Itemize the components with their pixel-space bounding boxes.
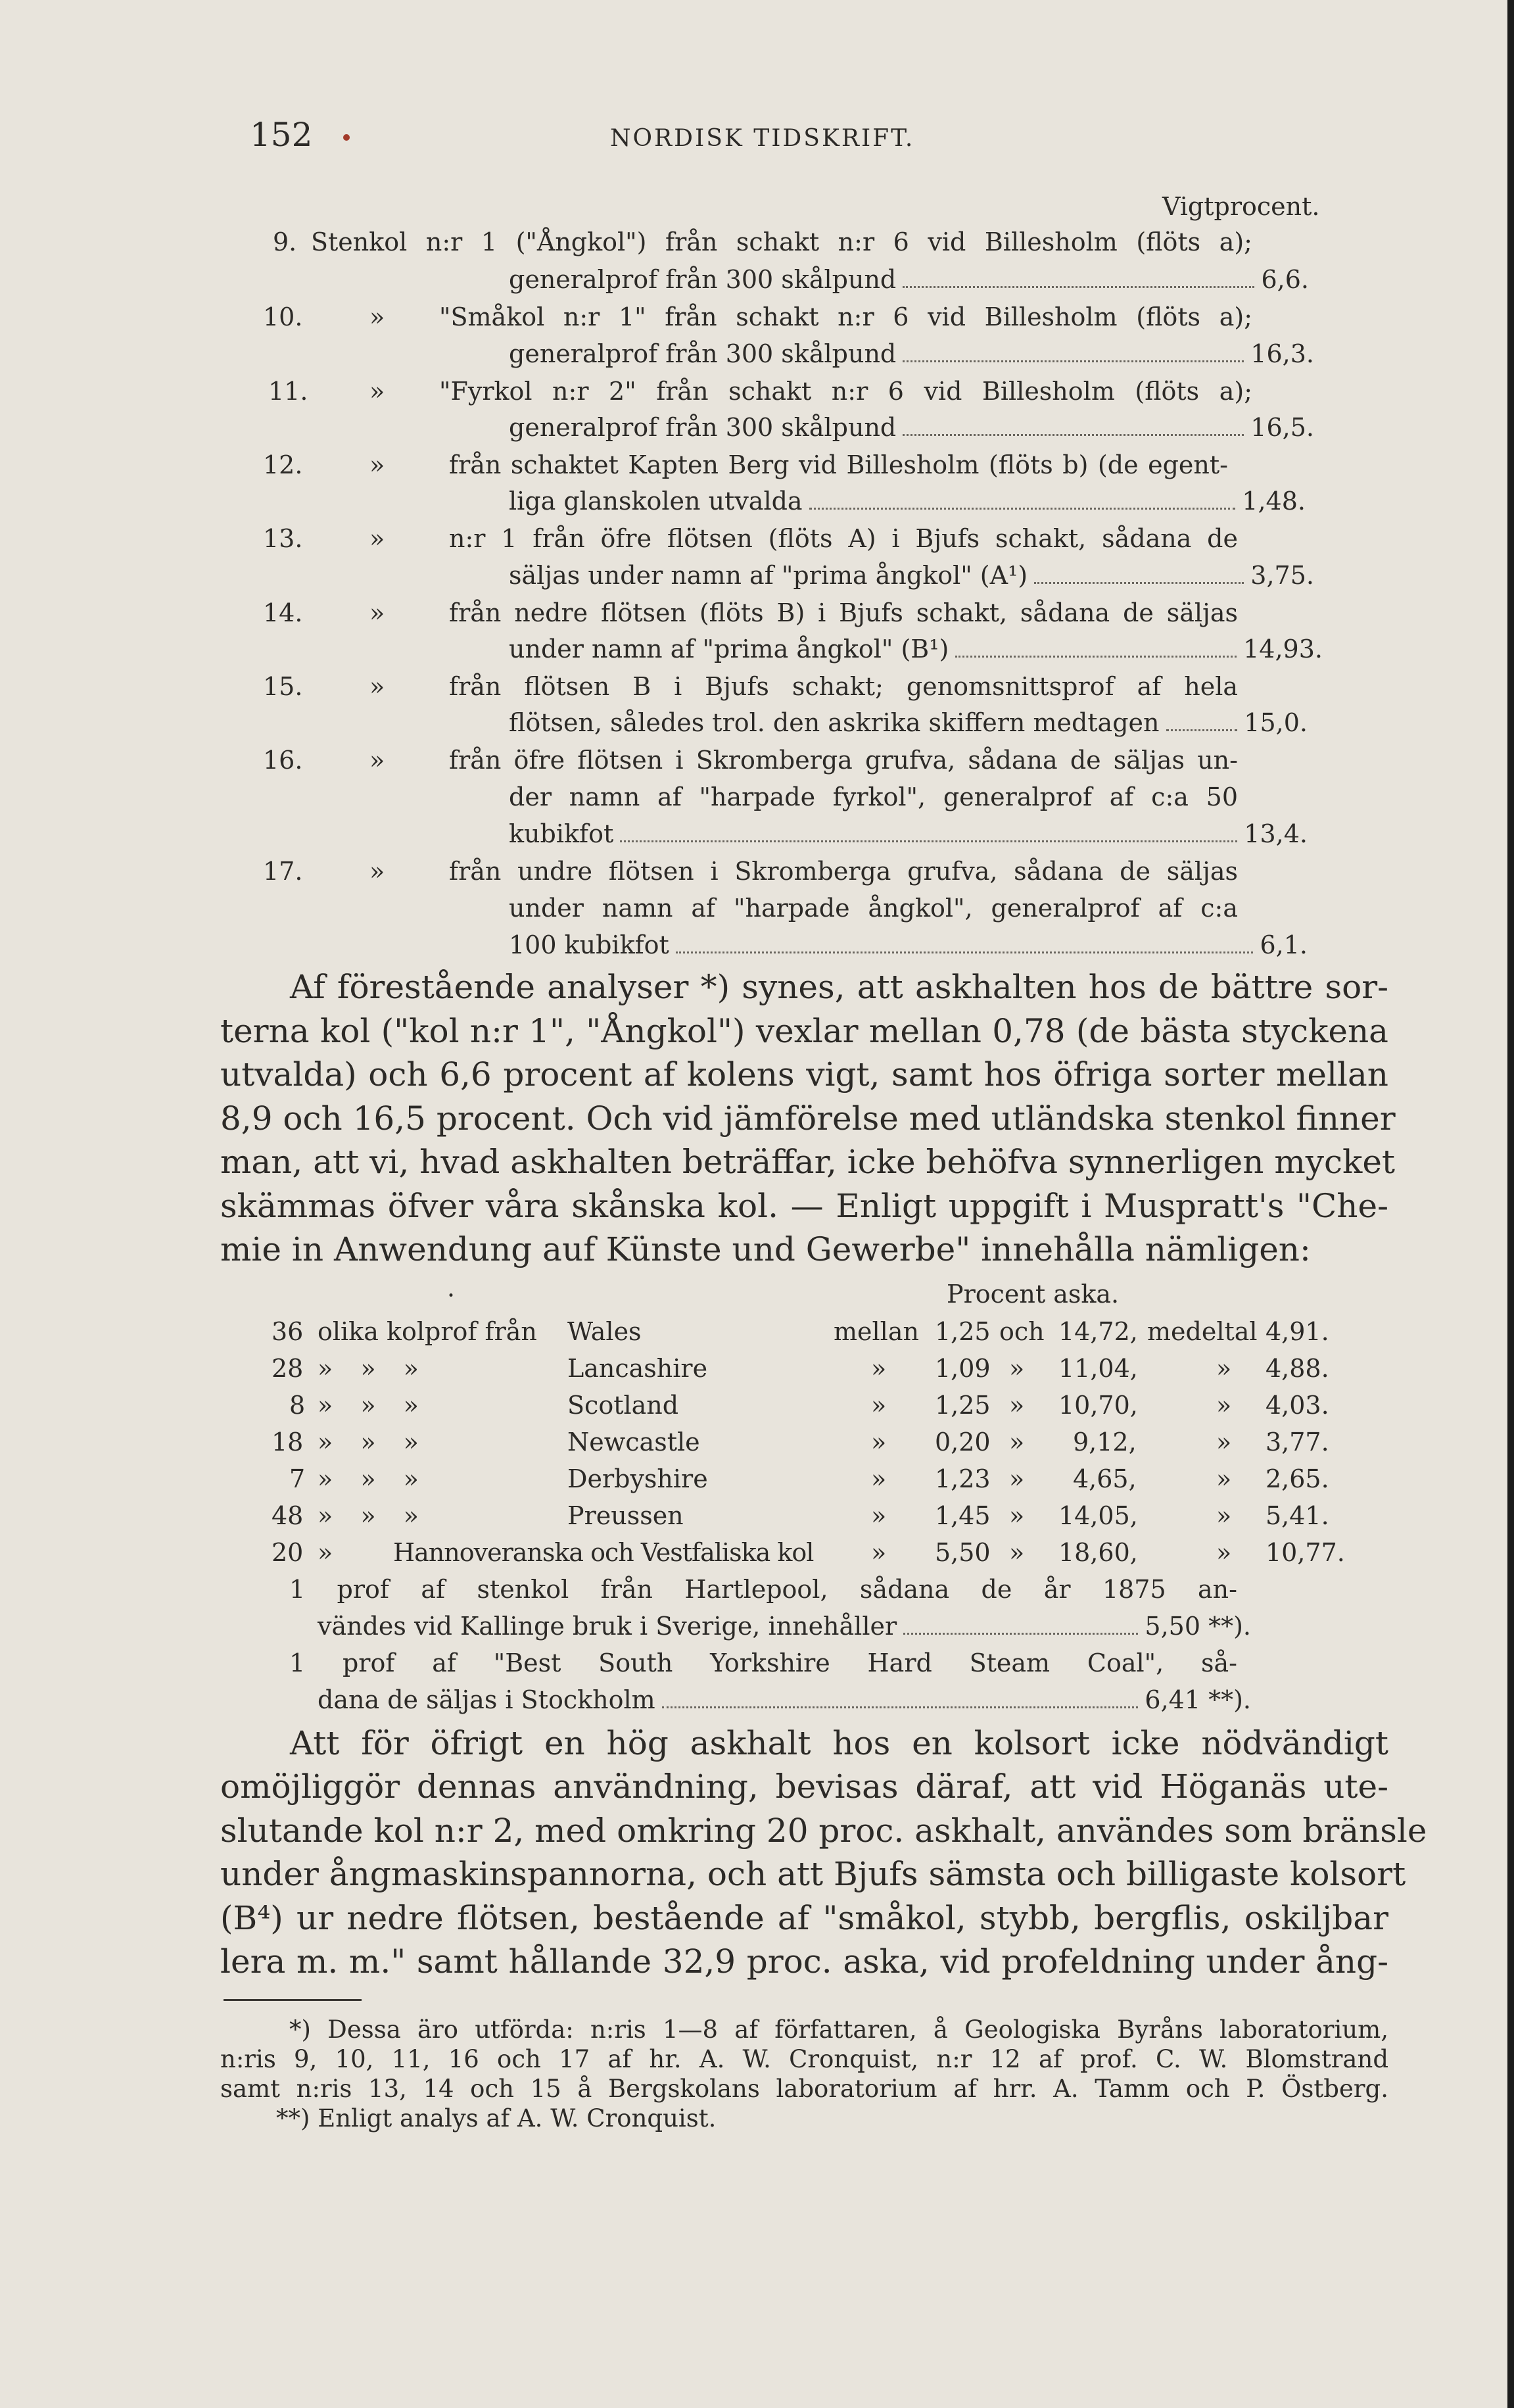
- text-line: utvalda) och 6,6 procent af kolens vigt, samt hos öfriga sorter mellan: [220, 1055, 1388, 1094]
- description: olika kolprof från: [318, 1317, 537, 1346]
- percent-value: 6,6.: [1261, 265, 1309, 294]
- dotted-entry: [509, 708, 1308, 738]
- dotted-entry: [509, 487, 1306, 516]
- row-text: generalprof från 300 skålpund: [509, 413, 897, 442]
- percent-value: 13,4.: [1244, 819, 1308, 848]
- min-value: 1,45: [935, 1501, 991, 1530]
- row-text: generalprof från 300 skålpund: [509, 339, 897, 368]
- leader-dots: [955, 656, 1237, 658]
- footnote-rule: [224, 1999, 362, 2001]
- text-line: 8,9 och 16,5 procent. Och vid jämförelse med utländska stenkol finner: [220, 1099, 1396, 1138]
- count: 48: [272, 1501, 304, 1530]
- table2-header: Procent aska.: [947, 1280, 1120, 1309]
- mean-value: 10,77.: [1266, 1538, 1345, 1567]
- percent-value: 1,48.: [1242, 487, 1306, 516]
- mean-label: »: [1216, 1428, 1232, 1457]
- max-value: 14,05,: [1058, 1501, 1138, 1530]
- place: Hannoveranska och Vestfaliska kol: [393, 1538, 814, 1567]
- and-label: och: [999, 1317, 1045, 1346]
- running-title: NORDISK TIDSKRIFT.: [610, 125, 915, 152]
- row-text: under namn af "harpade ångkol", generalprof af c:a: [509, 894, 1238, 923]
- text-line: skämmas öfver våra skånska kol. — Enligt uppgift i Muspratt's "Che-: [220, 1187, 1388, 1225]
- leader-dots: [1034, 582, 1244, 584]
- row-text: från undre flötsen i Skromberga grufva, sådana de säljas: [449, 857, 1238, 886]
- row-text: liga glanskolen utvalda: [509, 487, 803, 516]
- row-text: från nedre flötsen (flöts B) i Bjufs schakt, sådana de säljas: [449, 598, 1238, 627]
- dotted-entry: [509, 819, 1308, 849]
- leader-dots: [1166, 729, 1238, 731]
- min-value: 0,20: [935, 1428, 991, 1457]
- dotted-entry: [318, 1612, 1251, 1641]
- row-number: 11.: [268, 377, 308, 406]
- text-line: slutande kol n:r 2, med omkring 20 proc. askhalt, användes som bränsle: [220, 1812, 1427, 1850]
- count: 36: [272, 1317, 304, 1346]
- mean-value: 4,88.: [1266, 1354, 1329, 1383]
- count: 8: [289, 1391, 306, 1420]
- mean-label: »: [1216, 1391, 1232, 1420]
- count: 18: [272, 1428, 304, 1457]
- count: 28: [272, 1354, 304, 1383]
- extra-entry-line: 1 prof af stenkol från Hartlepool, sådana de år 1875 an-: [289, 1575, 1237, 1604]
- mean-value: 4,03.: [1266, 1391, 1329, 1420]
- max-value: 10,70,: [1058, 1391, 1138, 1420]
- max-value: 9,12,: [1073, 1428, 1137, 1457]
- row-text: 100 kubikfot: [509, 930, 669, 959]
- row-text: der namn af "harpade fyrkol", generalprof af c:a 50: [509, 783, 1238, 811]
- max-value: 4,65,: [1073, 1464, 1137, 1493]
- description: » » »: [318, 1354, 419, 1383]
- ditto-mark: »: [369, 302, 385, 331]
- mean-value: 2,65.: [1266, 1464, 1329, 1493]
- row-text: från schaktet Kapten Berg vid Billesholm (flöts b) (de egent-: [449, 450, 1228, 479]
- leader-dots: [809, 508, 1236, 510]
- ditto-mark: »: [369, 450, 385, 479]
- max-value: 18,60,: [1058, 1538, 1138, 1567]
- max-value: 11,04,: [1058, 1354, 1138, 1383]
- row-text: kubikfot: [509, 819, 614, 848]
- row-text: "Småkol n:r 1" från schakt n:r 6 vid Billesholm (flöts a);: [439, 302, 1252, 331]
- min-value: 1,25: [935, 1391, 991, 1420]
- row-text: generalprof från 300 skålpund: [509, 265, 897, 294]
- row-text: under namn af "prima ångkol" (B¹): [509, 635, 949, 663]
- extra-entry-line: 1 prof af "Best South Yorkshire Hard Steam Coal", så-: [289, 1649, 1237, 1677]
- and-label: »: [1009, 1428, 1025, 1457]
- mean-label: medeltal: [1147, 1317, 1258, 1346]
- text-line: terna kol ("kol n:r 1", "Ångkol") vexlar mellan 0,78 (de bästa styckena: [220, 1012, 1388, 1050]
- count: 7: [289, 1464, 306, 1493]
- leader-dots: [903, 286, 1254, 288]
- description: » » »: [318, 1501, 419, 1530]
- page-number-ornament: [343, 134, 350, 141]
- percent-value: 6,1.: [1260, 930, 1308, 959]
- table1-column-header: Vigtprocent.: [1162, 192, 1320, 221]
- between-label: »: [871, 1538, 887, 1567]
- table2-bullet: ·: [447, 1281, 456, 1310]
- leader-dots: [903, 1633, 1138, 1635]
- leader-dots: [676, 951, 1254, 953]
- ditto-mark: »: [369, 598, 385, 627]
- description: » » »: [318, 1428, 419, 1457]
- percent-value: 15,0.: [1244, 708, 1308, 737]
- row-number: 15.: [263, 672, 303, 701]
- extra-entry-line: vändes vid Kallinge bruk i Sverige, innehåller: [318, 1612, 897, 1641]
- dotted-entry: [509, 930, 1308, 960]
- mean-label: »: [1216, 1354, 1232, 1383]
- min-value: 1,09: [935, 1354, 991, 1383]
- max-value: 14,72,: [1058, 1317, 1138, 1346]
- text-line: Af förestående analyser *) synes, att askhalten hos de bättre sor-: [290, 968, 1388, 1006]
- footnote-line: **) Enligt analys af A. W. Cronquist.: [276, 2104, 717, 2132]
- min-value: 1,23: [935, 1464, 991, 1493]
- text-line: omöjliggör dennas användning, bevisas däraf, att vid Höganäs ute-: [220, 1768, 1388, 1806]
- dotted-entry: [509, 413, 1314, 443]
- row-text: n:r 1 från öfre flötsen (flöts A) i Bjufs schakt, sådana de: [449, 524, 1238, 553]
- description: » » »: [318, 1391, 419, 1420]
- text-line: (B⁴) ur nedre flötsen, bestående af "småkol, stybb, bergflis, oskiljbar: [220, 1899, 1388, 1937]
- between-label: »: [871, 1464, 887, 1493]
- row-number: 13.: [263, 524, 303, 553]
- mean-value: 3,77.: [1266, 1428, 1329, 1457]
- percent-value: 14,93.: [1243, 635, 1323, 663]
- dotted-entry: [318, 1685, 1251, 1715]
- percent-value: 5,50 **).: [1145, 1612, 1251, 1641]
- mean-value: 4,91.: [1266, 1317, 1329, 1346]
- leader-dots: [662, 1706, 1139, 1708]
- and-label: »: [1009, 1464, 1025, 1493]
- text-line: under ångmaskinspannorna, och att Bjufs sämsta och billigaste kolsort: [220, 1855, 1406, 1893]
- leader-dots: [903, 434, 1244, 436]
- dotted-entry: [509, 561, 1314, 590]
- percent-value: 3,75.: [1250, 561, 1314, 590]
- and-label: »: [1009, 1391, 1025, 1420]
- mean-label: »: [1216, 1538, 1232, 1567]
- min-value: 1,25: [935, 1317, 991, 1346]
- page-number: 152: [250, 116, 313, 154]
- ditto-mark: »: [369, 857, 385, 886]
- ditto-mark: »: [369, 746, 385, 775]
- place: Lancashire: [567, 1354, 708, 1383]
- count: 20: [272, 1538, 304, 1567]
- percent-value: 16,5.: [1250, 413, 1314, 442]
- place: Newcastle: [567, 1428, 700, 1457]
- description: »: [318, 1538, 333, 1567]
- place: Wales: [567, 1317, 642, 1346]
- place: Preussen: [567, 1501, 684, 1530]
- footnote-line: *) Dessa äro utförda: n:ris 1—8 af författaren, å Geologiska Byråns laboratorium,: [289, 2015, 1388, 2044]
- text-line: man, att vi, hvad askhalten beträffar, icke behöfva synnerligen mycket: [220, 1143, 1396, 1181]
- row-number: 10.: [263, 302, 303, 331]
- text-line: Att för öfrigt en hög askhalt hos en kolsort icke nödvändigt: [290, 1724, 1388, 1762]
- row-number: 16.: [263, 746, 303, 775]
- row-text: flötsen, således trol. den askrika skiffern medtagen: [509, 708, 1160, 737]
- footnote-line: n:ris 9, 10, 11, 16 och 17 af hr. A. W. Cronquist, n:r 12 af prof. C. W. Blomstrand: [220, 2045, 1388, 2073]
- leader-dots: [620, 840, 1237, 842]
- text-line: lera m. m." samt hållande 32,9 proc. aska, vid profeldning under ång-: [220, 1942, 1388, 1981]
- row-text: "Fyrkol n:r 2" från schakt n:r 6 vid Billesholm (flöts a);: [439, 377, 1252, 406]
- between-label: »: [871, 1391, 887, 1420]
- mean-label: »: [1216, 1464, 1232, 1493]
- text-line: mie in Anwendung auf Künste und Gewerbe" innehålla nämligen:: [220, 1230, 1311, 1268]
- mean-value: 5,41.: [1266, 1501, 1329, 1530]
- mean-label: »: [1216, 1501, 1232, 1530]
- row-text: Stenkol n:r 1 ("Ångkol") från schakt n:r 6 vid Billesholm (flöts a);: [311, 228, 1252, 256]
- row-number: 17.: [263, 857, 303, 886]
- dotted-entry: [509, 339, 1314, 369]
- row-text: säljas under namn af "prima ångkol" (A¹): [509, 561, 1028, 590]
- and-label: »: [1009, 1501, 1025, 1530]
- dotted-entry: [509, 635, 1323, 664]
- dotted-entry: [509, 265, 1309, 295]
- row-text: från flötsen B i Bjufs schakt; genomsnittsprof af hela: [449, 672, 1238, 701]
- between-label: mellan: [834, 1317, 919, 1346]
- percent-value: 6,41 **).: [1145, 1685, 1251, 1714]
- ditto-mark: »: [369, 672, 385, 701]
- description: » » »: [318, 1464, 419, 1493]
- place: Scotland: [567, 1391, 679, 1420]
- place: Derbyshire: [567, 1464, 708, 1493]
- row-number: 12.: [263, 450, 303, 479]
- page-edge-shadow: [1507, 0, 1514, 2408]
- row-text: från öfre flötsen i Skromberga grufva, sådana de säljas un-: [449, 746, 1238, 775]
- between-label: »: [871, 1354, 887, 1383]
- and-label: »: [1009, 1538, 1025, 1567]
- leader-dots: [903, 360, 1244, 362]
- ditto-mark: »: [369, 377, 385, 406]
- row-number: 9.: [273, 228, 297, 256]
- between-label: »: [871, 1501, 887, 1530]
- ditto-mark: »: [369, 524, 385, 553]
- extra-entry-line: dana de säljas i Stockholm: [318, 1685, 655, 1714]
- percent-value: 16,3.: [1250, 339, 1314, 368]
- and-label: »: [1009, 1354, 1025, 1383]
- row-number: 14.: [263, 598, 303, 627]
- footnote-line: samt n:ris 13, 14 och 15 å Bergskolans laboratorium af hrr. A. Tamm och P. Östberg.: [220, 2075, 1388, 2103]
- min-value: 5,50: [935, 1538, 991, 1567]
- between-label: »: [871, 1428, 887, 1457]
